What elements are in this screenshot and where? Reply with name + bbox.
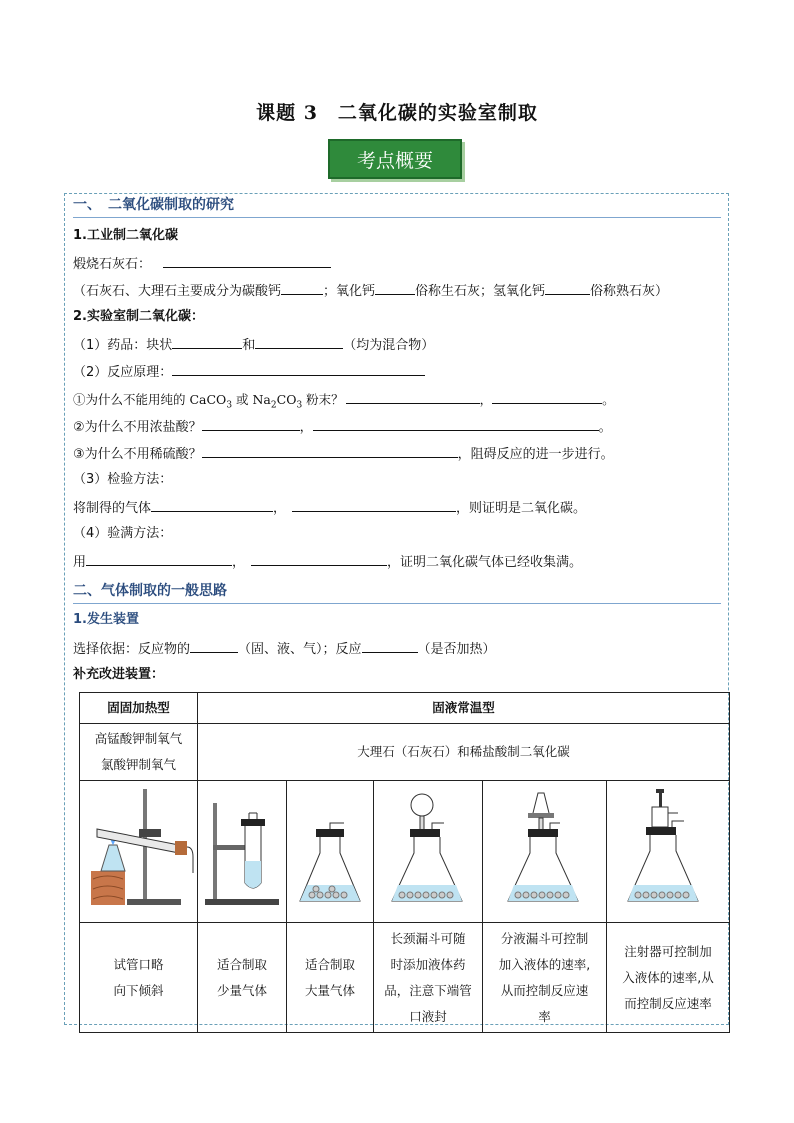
test-line — [73, 498, 586, 518]
apparatus-table — [79, 692, 730, 1033]
q1-text: 粉末？ — [302, 392, 344, 407]
lab-heading: 2.实验室制二氧化碳： — [73, 309, 204, 324]
header-solid-liquid: 固液常温型 — [198, 693, 730, 724]
period: 。 — [602, 392, 615, 407]
blank[interactable] — [255, 335, 343, 349]
blank[interactable] — [251, 552, 387, 566]
description-text: 试管口略 — [113, 956, 164, 972]
industrial-heading: 1.工业制二氧化碳 — [73, 228, 178, 243]
comma: ， — [479, 392, 493, 407]
q3-tail: ，阻碍反应的进一步进行。 — [457, 447, 614, 462]
description-text: 加入液体的速率, — [498, 956, 591, 972]
reagents-text: （均为混合物） — [343, 338, 435, 353]
q3-line — [73, 444, 614, 464]
description-text: 大量气体 — [304, 982, 355, 998]
blank[interactable] — [375, 281, 415, 295]
comma: ， — [273, 501, 287, 516]
description-text: 从而控制反应速 — [500, 982, 589, 998]
comma: ， — [232, 555, 246, 570]
subscript: 3 — [226, 400, 233, 411]
syringe-icon — [612, 783, 724, 911]
description-text: 分液漏斗可控制 — [500, 930, 589, 946]
blank[interactable] — [151, 498, 273, 512]
use-text: 氯酸钾制氧气 — [100, 757, 176, 772]
blank[interactable] — [163, 254, 331, 268]
test-heading: （3）检验方法： — [73, 472, 173, 487]
device-heading: 1.发生装置 — [73, 612, 139, 627]
description-text: 时添加液体药 — [390, 956, 466, 972]
blank[interactable] — [202, 417, 300, 431]
q2-line — [73, 417, 612, 437]
subscript: 2 — [270, 400, 277, 411]
full-text: ，证明二氧化碳气体已经收集满。 — [387, 555, 583, 570]
section-divider — [73, 603, 721, 604]
q1-line — [73, 390, 615, 415]
q1-text: 或 Na — [232, 392, 271, 407]
test-text: 将制得的气体 — [73, 501, 152, 516]
description-text: 少量气体 — [216, 982, 267, 998]
heating-apparatus-icon — [83, 783, 195, 911]
apparatus-test-tube — [198, 781, 287, 923]
description-text: 率 — [538, 1008, 551, 1024]
section-badge: 考点概要 — [328, 139, 462, 179]
apparatus-separatory-funnel — [483, 781, 607, 923]
apparatus-syringe — [607, 781, 730, 923]
description-cell — [198, 923, 287, 1033]
description-text: 注射器可控制加 — [624, 943, 712, 959]
blank[interactable] — [362, 639, 418, 653]
blank[interactable] — [292, 498, 456, 512]
note-line — [73, 281, 668, 301]
full-line — [73, 552, 582, 572]
description-cell — [483, 923, 607, 1033]
principle-label: （2）反应原理： — [73, 365, 173, 380]
calcine-label: 煅烧石灰石： — [73, 257, 152, 272]
blank[interactable] — [313, 417, 599, 431]
blank[interactable] — [346, 390, 480, 404]
description-cell — [80, 923, 198, 1033]
q1-text: ①为什么不能用纯的 CaCO — [73, 392, 227, 407]
use-text: 高锰酸钾制氧气 — [94, 731, 183, 746]
blank[interactable] — [202, 444, 458, 458]
reagents-text: （1）药品：块状 — [73, 338, 173, 353]
separatory-funnel-icon — [488, 783, 602, 911]
full-heading: （4）验满方法： — [73, 526, 173, 541]
long-neck-funnel-icon — [378, 783, 478, 911]
calcine-line — [73, 254, 331, 274]
blank[interactable] — [545, 281, 590, 295]
comma: ， — [299, 420, 313, 435]
apparatus-long-funnel — [374, 781, 483, 923]
basis-text: （是否加热） — [417, 642, 496, 657]
description-cell — [374, 923, 483, 1033]
description-text: 而控制反应速率 — [624, 995, 712, 1011]
apparatus-heating — [80, 781, 198, 923]
use-co2: 大理石（石灰石）和稀盐酸制二氧化碳 — [198, 724, 730, 781]
blank[interactable] — [172, 335, 242, 349]
header-solid-heating: 固固加热型 — [80, 693, 198, 724]
basis-text: （固、液、气）；反应 — [238, 642, 362, 657]
apparatus-flask — [287, 781, 374, 923]
blank[interactable] — [86, 552, 232, 566]
supplement-line: 补充改进装置： — [73, 667, 165, 682]
description-row — [80, 923, 730, 1033]
test-tube-apparatus-icon — [201, 783, 283, 911]
note-text: 俗称熟石灰） — [590, 284, 669, 299]
blank[interactable] — [492, 390, 602, 404]
blank[interactable] — [190, 639, 238, 653]
principle-line — [73, 362, 425, 382]
use-oxygen — [80, 724, 198, 781]
description-text: 入液体的速率,从 — [622, 969, 714, 985]
section2-heading: 二、气体制取的一般思路 — [73, 583, 227, 599]
description-text: 适合制取 — [304, 956, 355, 972]
page-title: 课题 3 二氧化碳的实验室制取 — [256, 102, 538, 124]
basis-line — [73, 639, 496, 659]
description-cell — [287, 923, 374, 1033]
reagents-line — [73, 335, 434, 355]
description-text: 口液封 — [409, 1008, 447, 1024]
note-text: （石灰石、大理石主要成分为碳酸钙 — [73, 284, 282, 299]
description-text: 品，注意下端管 — [384, 982, 472, 998]
q1-text: CO — [276, 392, 297, 407]
q3-text: ③为什么不用稀硫酸？ — [73, 447, 202, 462]
test-text: ，则证明是二氧化碳。 — [456, 501, 587, 516]
description-text: 适合制取 — [216, 956, 267, 972]
reagents-text: 和 — [242, 338, 256, 353]
description-text: 向下倾斜 — [113, 982, 164, 998]
basis-text: 选择依据：反应物的 — [73, 642, 191, 657]
description-cell — [607, 923, 730, 1033]
full-text: 用 — [73, 555, 87, 570]
blank[interactable] — [281, 281, 323, 295]
subscript: 3 — [296, 400, 303, 411]
note-text: 俗称生石灰；氢氧化钙 — [415, 284, 546, 299]
q2-text: ②为什么不用浓盐酸？ — [73, 420, 202, 435]
section-divider — [73, 217, 721, 218]
note-text: ；氧化钙 — [323, 284, 376, 299]
blank[interactable] — [172, 362, 425, 376]
flask-apparatus-icon — [290, 783, 370, 911]
description-text: 长颈漏斗可随 — [390, 930, 466, 946]
period: 。 — [598, 420, 612, 435]
section1-heading: 一、 二氧化碳制取的研究 — [73, 197, 234, 213]
